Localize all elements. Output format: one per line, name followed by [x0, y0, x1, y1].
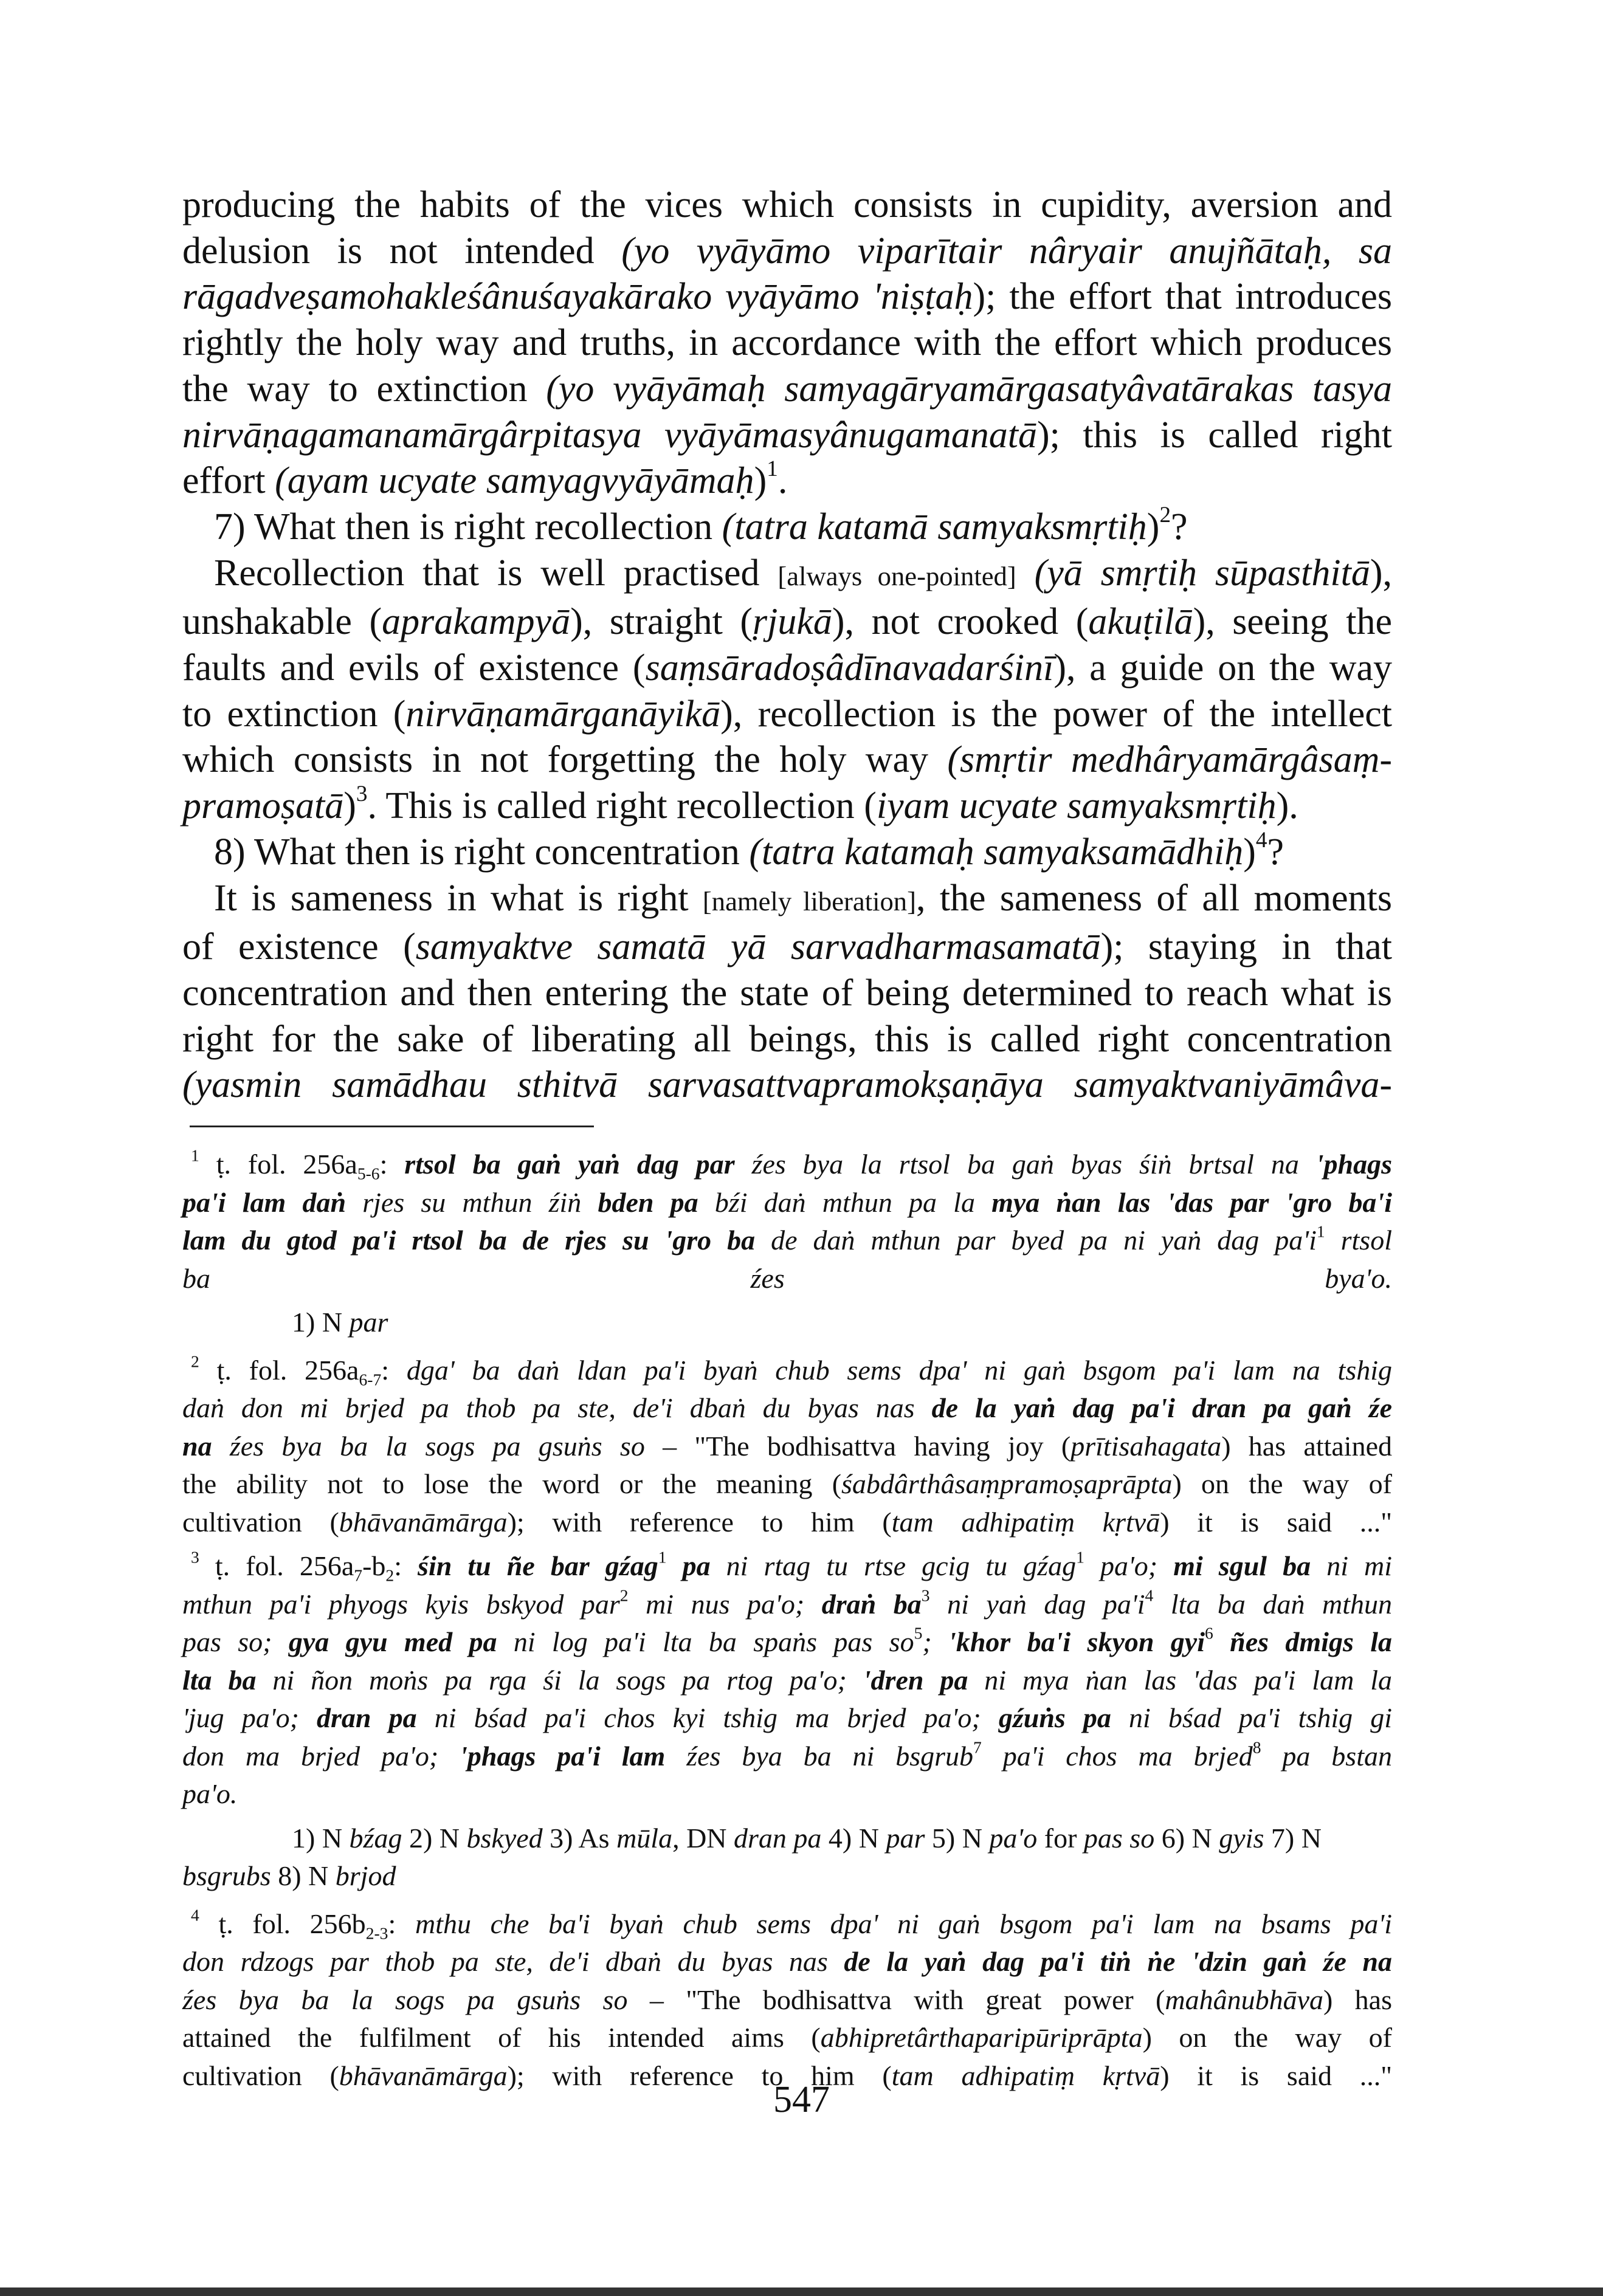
- text-run: dran pa: [317, 1702, 417, 1733]
- text-run: gya gyu med pa: [288, 1626, 497, 1657]
- text-run: brjod: [335, 1860, 396, 1891]
- text-run: :: [379, 1149, 405, 1180]
- text-line: [182, 1389, 1392, 1428]
- text-run: ) has attained: [1221, 1430, 1392, 1462]
- text-run: for: [1037, 1822, 1084, 1854]
- footnote-ref: 3: [921, 1585, 930, 1604]
- text-run: pramoṣatā: [182, 785, 344, 827]
- text-line: [182, 1857, 1392, 1896]
- text-run: ?: [1267, 831, 1284, 873]
- text-run: the way to extinction: [182, 368, 546, 410]
- text-run: effort: [182, 460, 275, 502]
- text-line: [182, 783, 1392, 830]
- text-run: ba źes bya'o.: [182, 1262, 1392, 1294]
- text-line: [182, 458, 1392, 504]
- text-line: [182, 645, 1392, 692]
- text-line: [182, 1623, 1392, 1662]
- text-run: ?: [1171, 506, 1188, 548]
- text-run: ni bśad pa'i chos kyi tshig ma brjed pa'o;: [416, 1702, 999, 1733]
- text-run: ) it is said ...": [1160, 1506, 1393, 1538]
- text-run: pa'o.: [182, 1778, 238, 1809]
- text-run: źes bya ba ni bsgrub: [665, 1740, 974, 1772]
- text-run: – "The bodhisattva having joy (: [644, 1430, 1071, 1462]
- text-run: źes bya ba la sogs pa gsuṅs so: [182, 1984, 628, 2015]
- subscript: 5-6: [357, 1164, 380, 1183]
- text-run: (yā smṛtiḥ sūpasthitā: [1034, 552, 1370, 594]
- text-run: ni yaṅ dag pa'i: [929, 1588, 1145, 1620]
- text-run: prītisahagata: [1070, 1430, 1222, 1462]
- footnote-ref: 4: [1255, 827, 1267, 853]
- footnote: [182, 1352, 1392, 1542]
- subscript: 2: [385, 1566, 395, 1585]
- text-run: . This is called right recollection (: [367, 785, 877, 827]
- text-run: ṭ. fol. 256a: [199, 1550, 354, 1581]
- text-run: 'phags pa'i lam: [460, 1740, 666, 1772]
- footnote-ref: 1: [767, 456, 778, 482]
- text-run: źes bya la rtsol ba gaṅ byas śiṅ brtsal na: [734, 1149, 1316, 1180]
- text-run: ni bśad pa'i tshig gi: [1111, 1702, 1393, 1733]
- text-run: par: [886, 1822, 925, 1854]
- text-line: [182, 1465, 1392, 1504]
- text-run: pa bstan: [1261, 1740, 1392, 1772]
- subscript: 6-7: [359, 1370, 382, 1389]
- text-run: pas so: [1083, 1822, 1155, 1854]
- paragraph: [182, 504, 1392, 551]
- text-run: pa'i chos ma brjed: [981, 1740, 1253, 1772]
- text-run: (tatra katamā samyaksmṛtiḥ: [722, 506, 1147, 548]
- text-run: nirvāṇamārganāyikā: [405, 693, 721, 735]
- text-run: [always one-pointed]: [777, 560, 1016, 591]
- text-run: of existence (: [182, 926, 416, 968]
- text-run: lam du gtod pa'i rtsol ba de rjes su 'gro ba: [182, 1225, 756, 1256]
- text-run: pa: [666, 1550, 711, 1581]
- text-line: [182, 1260, 1392, 1298]
- text-run: ni mya ṅan las 'das pa'i lam la: [968, 1664, 1392, 1696]
- text-run: daṅ don mi brjed pa thob pa ste, de'i dbaṅ du byas nas: [182, 1392, 932, 1423]
- text-line: [182, 1775, 1392, 1813]
- text-run: samyaktve samatā yā sarvadharmasamatā: [415, 926, 1101, 968]
- text-run: ), not crooked (: [832, 601, 1089, 643]
- text-run: śabdârthâsaṃpramoṣaprāpta: [841, 1468, 1173, 1499]
- text-run: tam adhipatiṃ kṛtvā: [891, 1506, 1160, 1538]
- text-run: nirvāṇagamanamārgârpitasya vyāyāmasyânugamanatā: [182, 414, 1037, 456]
- text-run: par: [349, 1307, 388, 1338]
- text-run: ): [343, 785, 356, 827]
- text-line: [182, 599, 1392, 645]
- text-line: [182, 737, 1392, 783]
- text-run: ), recollection is the power of the intellect: [720, 693, 1393, 735]
- footnote-ref: 3: [356, 782, 368, 807]
- text-line: [182, 320, 1392, 366]
- text-run: pa'i lam daṅ: [182, 1186, 346, 1218]
- text-line: [182, 1062, 1392, 1108]
- footnote: [182, 1146, 1392, 1298]
- text-line: [182, 1146, 1392, 1184]
- footnote-ref: 4: [1145, 1585, 1154, 1604]
- text-run: bhāvanāmārga: [339, 1506, 508, 1538]
- text-run: :: [394, 1550, 418, 1581]
- text-run: rāgadveṣamohakleśânuśayakārako vyāyāmo 'niṣṭaḥ: [182, 276, 973, 318]
- text-line: [182, 1662, 1392, 1700]
- text-run: saṃsāradoṣâdīnavadarśinī: [645, 647, 1054, 689]
- text-run: draṅ ba: [821, 1588, 922, 1620]
- text-run: unshakable (: [182, 601, 382, 643]
- text-line: [182, 2019, 1392, 2057]
- text-run: 4) N: [821, 1822, 886, 1854]
- text-run: lta ba daṅ mthun: [1153, 1588, 1393, 1620]
- subscript: 7: [354, 1566, 363, 1585]
- text-run: gyis: [1219, 1822, 1264, 1854]
- text-line: [182, 1352, 1392, 1390]
- text-run: de la yaṅ dag pa'i tiṅ ṅe 'dzin gaṅ źe na: [844, 1946, 1392, 1977]
- text-line: [182, 1222, 1392, 1260]
- variant-readings: [182, 1304, 1392, 1342]
- text-run: tam adhipatiṃ kṛtvā: [891, 2060, 1160, 2091]
- footnote-ref: 1: [1316, 1222, 1325, 1241]
- text-run: de daṅ mthun par byed pa ni yaṅ dag pa'i: [755, 1225, 1317, 1256]
- footnote-ref: 5: [914, 1623, 923, 1643]
- text-run: producing the habits of the vices which consists in cupidity, aversion and: [182, 184, 1392, 225]
- text-run: gźuṅs pa: [998, 1702, 1111, 1733]
- text-run: 1) N: [292, 1307, 350, 1338]
- text-run: ); this is called right: [1036, 414, 1392, 456]
- text-run: (yasmin samādhau sthitvā sarvasattvapramokṣaṇāya samyaktvaniyāmâva-: [182, 1064, 1392, 1106]
- text-run: 6) N: [1154, 1822, 1219, 1854]
- text-run: 7) What then is right recollection: [214, 506, 722, 548]
- text-run: na: [182, 1430, 212, 1462]
- text-run: ), straight (: [570, 601, 753, 643]
- paragraph: [182, 551, 1392, 830]
- text-line: [182, 1905, 1392, 1944]
- text-run: ni rtag tu rtse gcig tu gźag: [710, 1550, 1077, 1581]
- text-run: -b: [362, 1550, 386, 1581]
- text-line: [182, 504, 1392, 551]
- footnote: [182, 1547, 1392, 1813]
- text-run: ): [754, 460, 767, 502]
- text-run: ñes dmigs la: [1213, 1626, 1392, 1657]
- paragraph: [182, 182, 1392, 504]
- page-number: 547: [773, 2079, 830, 2120]
- footnote-ref: 4: [191, 1905, 199, 1924]
- text-run: rtsol ba gaṅ yaṅ dag par: [404, 1149, 735, 1180]
- text-run: [1016, 552, 1035, 594]
- text-run: to extinction (: [182, 693, 406, 735]
- text-run: 8) What then is right concentration: [214, 831, 750, 873]
- text-run: bsgrubs: [182, 1860, 271, 1891]
- text-run: bskyed: [466, 1822, 543, 1854]
- scan-edge: [0, 2287, 1603, 2296]
- text-line: [182, 229, 1392, 275]
- text-run: rtsol: [1325, 1225, 1392, 1256]
- text-run: 'jug pa'o;: [182, 1702, 317, 1733]
- text-run: ;: [922, 1626, 949, 1657]
- text-run: 'khor ba'i skyon gyi: [948, 1626, 1205, 1657]
- text-line: [182, 274, 1392, 320]
- text-run: rightly the holy way and truths, in accordance with the effort which produces: [182, 322, 1392, 364]
- footnote-ref: 2: [1159, 503, 1171, 528]
- text-line: [182, 876, 1392, 925]
- text-run: ) on the way of: [1172, 1468, 1392, 1499]
- text-run: don rdzogs par thob pa ste, de'i dbaṅ du byas nas: [182, 1946, 844, 1977]
- text-run: 'dren pa: [863, 1664, 968, 1696]
- footnote-ref: 1: [1076, 1547, 1084, 1567]
- text-run: don ma brjed pa'o;: [182, 1740, 460, 1772]
- text-run: ); the effort that introduces: [973, 276, 1392, 318]
- text-run: dga' ba daṅ ldan pa'i byaṅ chub sems dpa' ni gaṅ bsgom pa'i lam na tshig: [406, 1354, 1393, 1386]
- footnote-ref: 8: [1252, 1737, 1261, 1756]
- text-line: [182, 1017, 1392, 1063]
- text-run: lta ba: [182, 1664, 257, 1696]
- text-run: pa'o;: [1084, 1550, 1174, 1581]
- text-run: cultivation (: [182, 1506, 339, 1538]
- text-run: (ayam ucyate samyagvyāyāmaḥ: [275, 460, 754, 502]
- text-run: (yo vyāyāmaḥ samyagāryamārgasatyâvatārakas tasya: [546, 368, 1392, 410]
- text-run: faults and evils of existence (: [182, 647, 646, 689]
- text-run: mi nus pa'o;: [628, 1588, 822, 1620]
- text-run: ni mi: [1311, 1550, 1393, 1581]
- text-run: mthu che ba'i byaṅ chub sems dpa' ni gaṅ bsgom pa'i lam na bsams pa'i: [415, 1908, 1392, 1939]
- footnote-separator: [190, 1126, 594, 1127]
- text-run: the ability not to lose the word or the meaning (: [182, 1468, 842, 1499]
- footnotes: [182, 1146, 1392, 2101]
- footnote-ref: 6: [1205, 1623, 1213, 1643]
- text-run: 7) N: [1264, 1822, 1322, 1854]
- footnote: [182, 1905, 1392, 2095]
- text-line: [182, 1547, 1392, 1586]
- paragraph: [182, 876, 1392, 1109]
- text-run: ); staying in that: [1100, 926, 1393, 968]
- main-text: [182, 182, 1392, 1108]
- text-run: rjes su mthun źiṅ: [346, 1186, 598, 1218]
- text-line: [182, 1737, 1392, 1776]
- text-run: iyam ucyate samyaksmṛtiḥ: [876, 785, 1277, 827]
- text-run: pas so;: [182, 1626, 289, 1657]
- text-run: źes bya ba la sogs pa gsuṅs so: [212, 1430, 645, 1462]
- text-run: cultivation (: [182, 2060, 339, 2091]
- footnote-ref: 1: [191, 1146, 199, 1165]
- text-line: [182, 1504, 1392, 1542]
- text-line: [182, 1699, 1392, 1737]
- text-run: ṭ. fol. 256a: [199, 1354, 359, 1386]
- text-line: [182, 1943, 1392, 1981]
- text-run: pa'o: [989, 1822, 1038, 1854]
- text-run: aprakampyā: [382, 601, 571, 643]
- text-line: [182, 827, 1392, 876]
- text-run: right for the sake of liberating all beings, this is called right concentration: [182, 1018, 1392, 1060]
- text-run: attained the fulfilment of his intended aims (: [182, 2022, 821, 2053]
- text-run: delusion is not intended: [182, 230, 622, 272]
- text-run: ): [1146, 506, 1160, 548]
- footnote-ref: 7: [973, 1737, 982, 1756]
- text-run: ); with reference to him (: [507, 2060, 892, 2091]
- text-run: ), a guide on the way: [1053, 647, 1393, 689]
- text-run: ) on the way of: [1142, 2022, 1392, 2053]
- text-run: ): [1243, 831, 1256, 873]
- text-run: ),: [1370, 552, 1392, 594]
- paragraph: [182, 827, 1392, 876]
- text-line: [182, 1304, 1392, 1342]
- text-run: ); with reference to him (: [507, 1506, 892, 1538]
- text-run: (yo vyāyāmo viparītair nâryair anujñātaḥ, sa: [621, 230, 1392, 272]
- text-line: [182, 1586, 1392, 1624]
- text-run: akuṭilā: [1088, 601, 1193, 643]
- text-run: ni log pa'i lta ba spaṅs pas so: [497, 1626, 914, 1657]
- text-run: :: [388, 1908, 415, 1939]
- text-line: [182, 924, 1392, 971]
- text-run: mahânubhāva: [1165, 1984, 1323, 2015]
- text-line: [182, 971, 1392, 1017]
- text-run: concentration and then entering the state of being determined to reach what is: [182, 972, 1392, 1014]
- text-run: bden pa: [598, 1186, 698, 1218]
- text-run: mūla: [616, 1822, 673, 1854]
- text-run: abhipretârthaparipūriprāpta: [820, 2022, 1143, 2053]
- footnote-ref: 2: [191, 1351, 199, 1370]
- subscript: 2-3: [365, 1923, 388, 1943]
- footnote-ref: 2: [619, 1585, 629, 1604]
- text-run: bźag: [349, 1822, 402, 1854]
- text-run: ṭ. fol. 256a: [199, 1149, 357, 1180]
- text-run: bźi daṅ mthun pa la: [698, 1186, 992, 1218]
- text-run: ) it is said ...": [1160, 2060, 1393, 2091]
- text-run: dran pa: [734, 1822, 822, 1854]
- text-run: :: [381, 1354, 407, 1386]
- text-run: mi sgul ba: [1173, 1550, 1311, 1581]
- text-line: [182, 551, 1392, 600]
- text-line: [182, 1428, 1392, 1466]
- text-run: mya ṅan las 'das par 'gro ba'i: [991, 1186, 1392, 1218]
- text-run: ṛjukā: [753, 601, 832, 643]
- text-run: 5) N: [925, 1822, 990, 1854]
- text-line: [182, 413, 1392, 459]
- text-run: – "The bodhisattva with great power (: [627, 1984, 1165, 2015]
- text-run: ), seeing the: [1193, 601, 1393, 643]
- text-run: 3) As: [542, 1822, 617, 1854]
- footnote-ref: 3: [191, 1547, 199, 1567]
- text-run: Recollection that is well practised: [214, 552, 778, 594]
- text-run: de la yaṅ dag pa'i dran pa gaṅ źe: [931, 1392, 1392, 1423]
- text-run: ) has: [1323, 1984, 1392, 2015]
- text-run: ṭ. fol. 256b: [199, 1908, 366, 1939]
- text-run: (tatra katamaḥ samyaksamādhiḥ: [749, 831, 1244, 873]
- text-line: [182, 1184, 1392, 1222]
- text-run: , the sameness of all moments: [915, 877, 1392, 919]
- footnote-ref: 1: [658, 1547, 667, 1567]
- text-run: ).: [1276, 785, 1298, 827]
- text-line: [182, 1981, 1392, 2019]
- text-run: [namely liberation]: [702, 885, 916, 916]
- text-run: It is sameness in what is right: [214, 877, 703, 919]
- text-run: , DN: [672, 1822, 734, 1854]
- text-line: [182, 1820, 1392, 1858]
- text-run: bhāvanāmārga: [339, 2060, 508, 2091]
- text-run: śin tu ñe bar gźag: [418, 1550, 658, 1581]
- text-line: [182, 366, 1392, 413]
- text-run: which consists in not forgetting the holy way: [182, 739, 948, 781]
- text-run: .: [777, 460, 788, 502]
- text-run: ni ñon moṅs pa rga śi la sogs pa rtog pa'o;: [256, 1664, 863, 1696]
- text-run: 'phags: [1315, 1149, 1392, 1180]
- text-line: [182, 182, 1392, 229]
- text-run: 2) N: [402, 1822, 467, 1854]
- text-run: 1) N: [292, 1822, 350, 1854]
- text-run: (smṛtir medhâryamārgâsaṃ-: [947, 739, 1392, 781]
- variant-readings: [182, 1820, 1392, 1896]
- text-line: [182, 692, 1392, 738]
- text-run: 8) N: [271, 1860, 336, 1891]
- text-run: mthun pa'i phyogs kyis bskyod par: [182, 1588, 620, 1620]
